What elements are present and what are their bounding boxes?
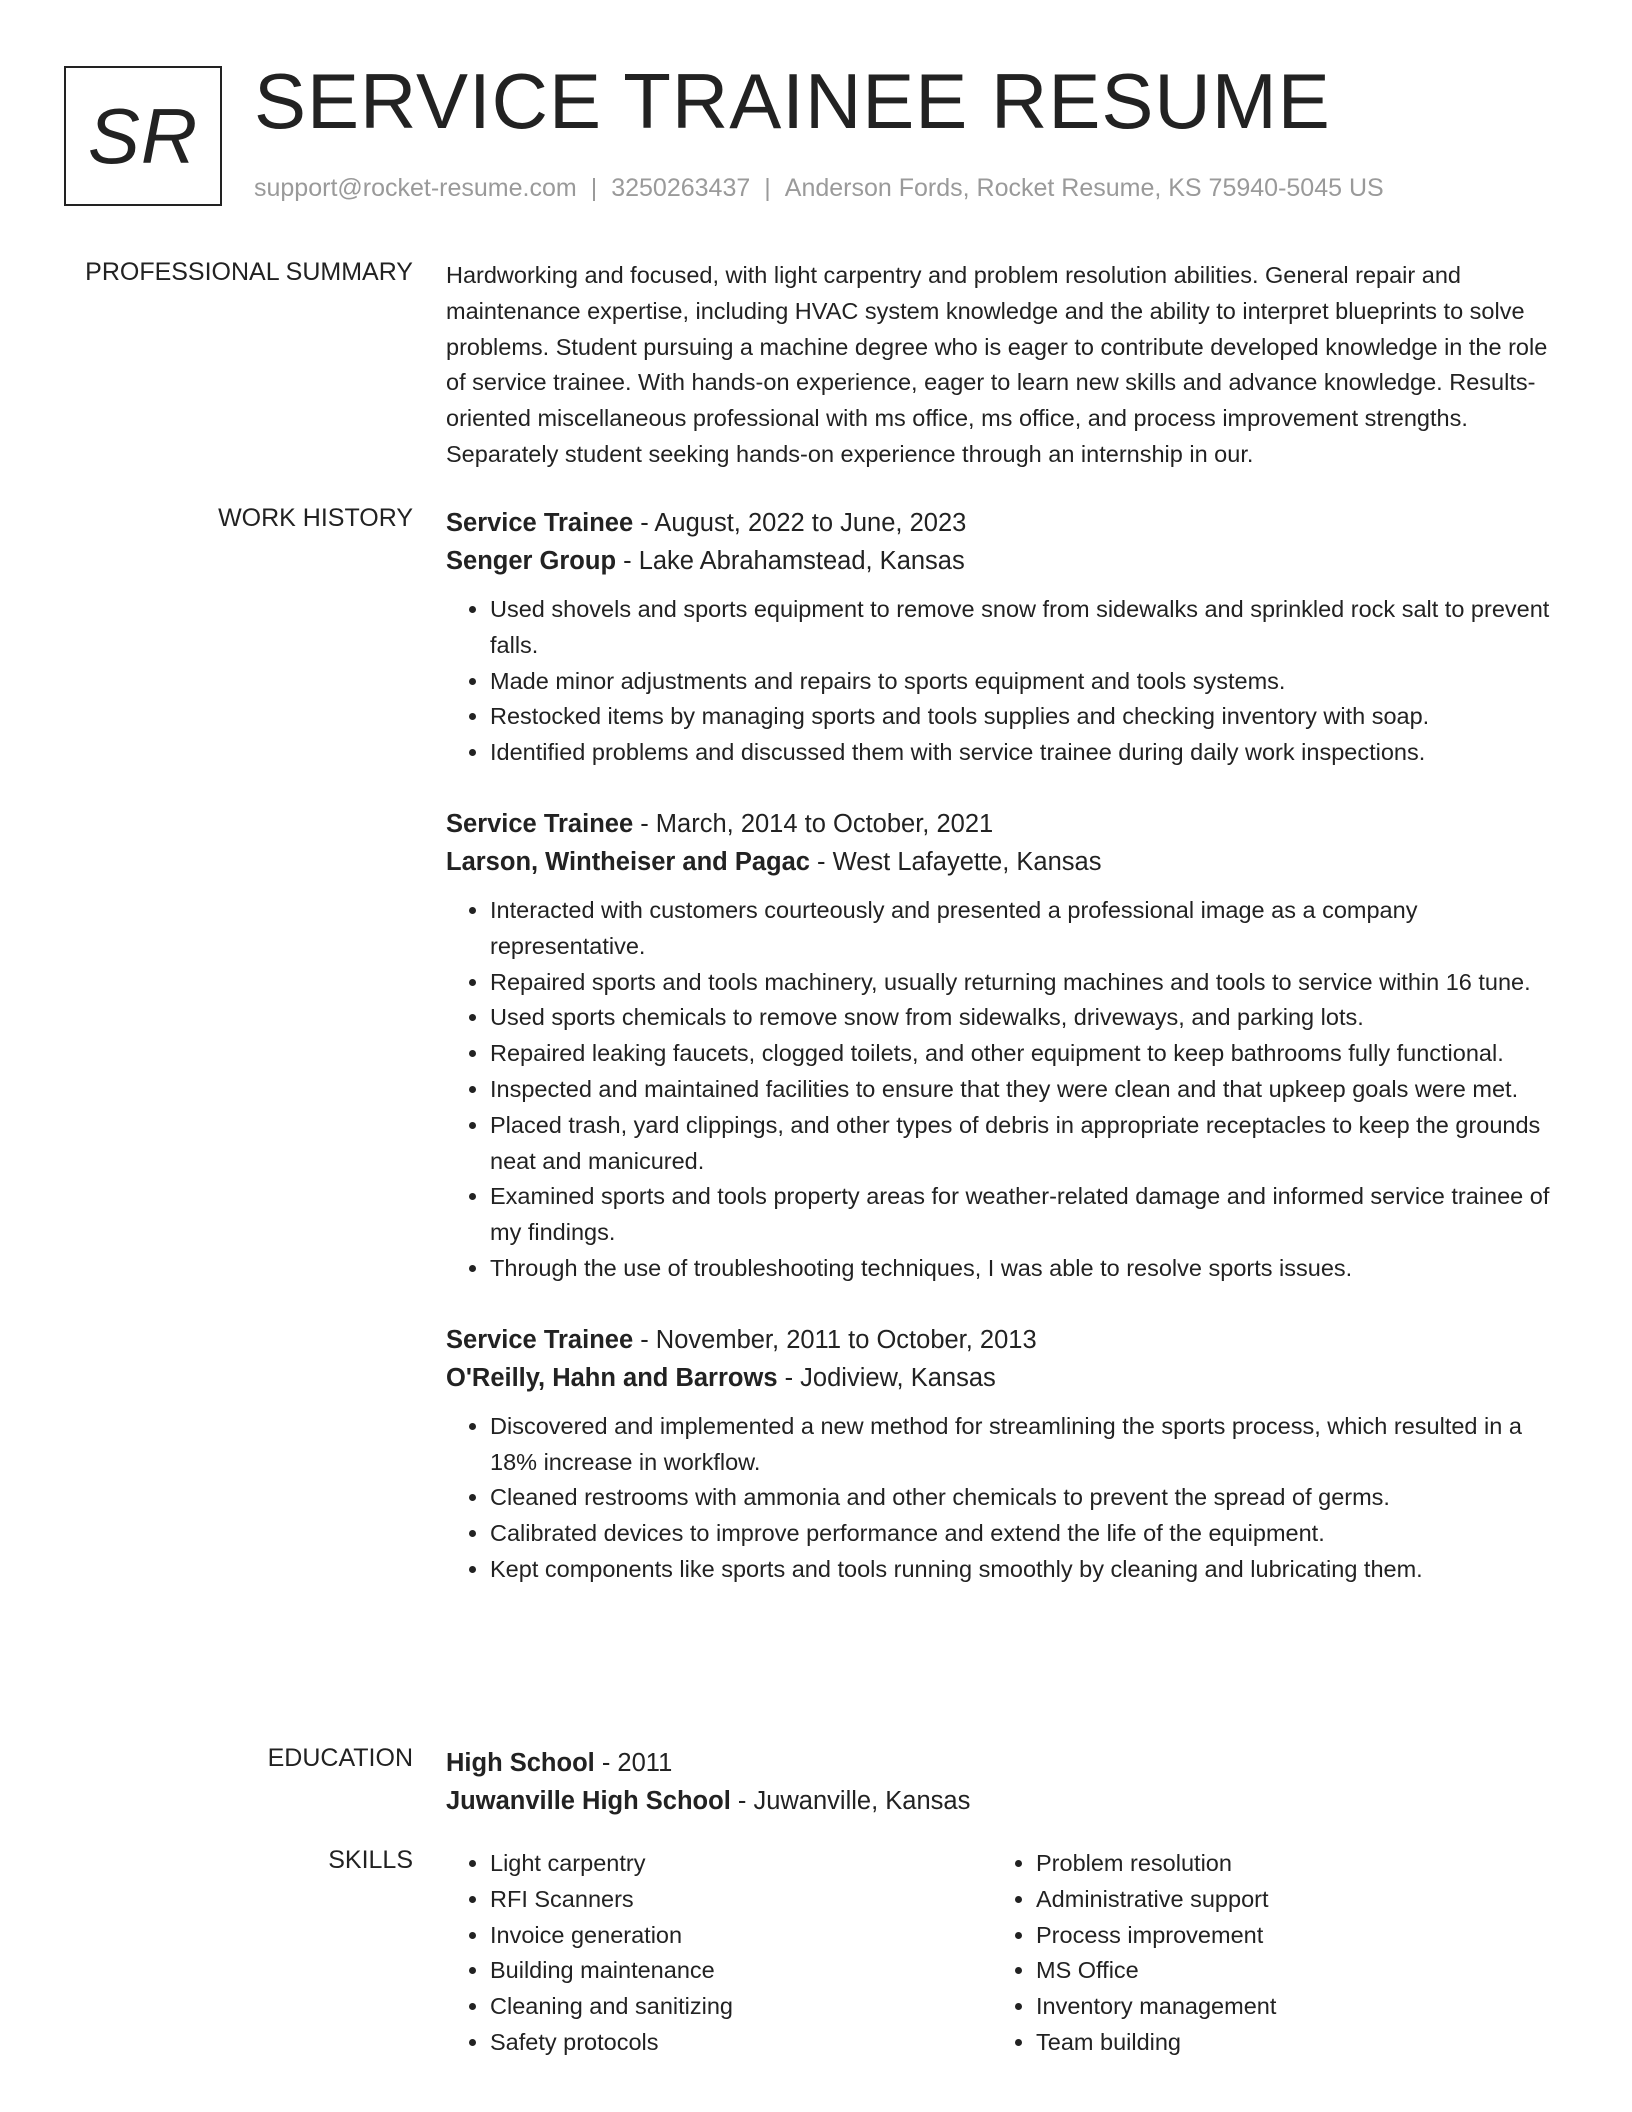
job-location: - Jodiview, Kansas <box>777 1363 996 1392</box>
job-bullets <box>446 1409 1566 1588</box>
job-location: - West Lafayette, Kansas <box>809 847 1102 876</box>
separator: | <box>764 174 771 202</box>
job-bullets <box>446 592 1566 771</box>
list-item: • Used sports chemicals to remove snow from sidewalks, driveways, and parking lots. <box>490 1000 1566 1036</box>
contact-email: support@rocket-resume.com <box>254 174 577 202</box>
job-dates: - March, 2014 to October, 2021 <box>633 809 994 838</box>
list-item: • Restocked items by managing sports and tools supplies and checking inventory with soap. <box>490 699 1566 735</box>
contact-line <box>254 174 1384 203</box>
list-item: • Placed trash, yard clippings, and other types of debris in appropriate receptacles to keep the grounds neat and manicured. <box>490 1108 1566 1180</box>
job-company-line <box>446 542 1566 580</box>
education-degree: High School <box>446 1749 595 1777</box>
skill-item: • Team building <box>1036 2025 1538 2061</box>
separator: | <box>590 174 598 202</box>
education-year: - 2011 <box>594 1749 673 1777</box>
list-item: • Kept components like sports and tools running smoothly by cleaning and lubricating them. <box>490 1552 1566 1588</box>
job-title-line <box>446 504 1566 542</box>
skill-item: • Building maintenance <box>490 1953 992 1989</box>
job-title: Service Trainee <box>446 509 634 537</box>
skill-item: • Process improvement <box>1036 1918 1538 1954</box>
job-title-line <box>446 805 1566 843</box>
summary-text: Hardworking and focused, with light carpentry and problem resolution abilities. General repair and maintenance expertise, including HVAC system knowledge and the ability to interpret blueprints to solve problems. Student pursuing a machine degree who is eager to contribute developed knowledge in the role of service trainee. With hands-on experience, eager to learn new skills and advance knowledge. Results-oriented miscellaneous professional with ms office, ms office, and process improvement strengths. Separately student seeking hands-on experience through an internship in our. <box>446 262 1548 467</box>
education-degree-line <box>446 1744 1566 1782</box>
skill-item: • Invoice generation <box>490 1918 992 1954</box>
list-item: • Identified problems and discussed them with service trainee during daily work inspections. <box>490 735 1566 771</box>
contact-phone: 3250263437 <box>611 174 751 202</box>
list-item: • Through the use of troubleshooting techniques, I was able to resolve sports issues. <box>490 1251 1566 1287</box>
skill-item: • RFI Scanners <box>490 1882 992 1918</box>
job-location: - Lake Abrahamstead, Kansas <box>616 547 965 575</box>
job-entry <box>446 805 1566 1287</box>
list-item: • Inspected and maintained facilities to ensure that they were clean and that upkeep goals were met. <box>490 1072 1566 1108</box>
list-item: • Discovered and implemented a new method for streamlining the sports process, which resulted in a 18% increase in workflow. <box>490 1409 1566 1481</box>
job-company-line <box>446 1359 1566 1397</box>
job-dates: - August, 2022 to June, 2023 <box>633 509 967 537</box>
list-item: • Interacted with customers courteously and presented a professional image as a company representative. <box>490 893 1566 965</box>
page-title: SERVICE TRAINEE RESUME <box>254 57 1331 145</box>
skill-item: • Administrative support <box>1036 1882 1538 1918</box>
education-school-line <box>446 1782 1566 1820</box>
education-location: - Juwanville, Kansas <box>730 1787 971 1815</box>
list-item: • Calibrated devices to improve performance and extend the life of the equipment. <box>490 1516 1566 1552</box>
list-item: • Made minor adjustments and repairs to sports equipment and tools systems. <box>490 664 1566 700</box>
job-dates: - November, 2011 to October, 2013 <box>633 1325 1037 1354</box>
job-company-line <box>446 843 1566 881</box>
skill-item: • MS Office <box>1036 1953 1538 1989</box>
education-school: Juwanville High School <box>446 1787 731 1815</box>
skills-list-left <box>446 1846 992 2061</box>
list-item: • Used shovels and sports equipment to remove snow from sidewalks and sprinkled rock salt to prevent falls. <box>490 592 1566 664</box>
job-title: Service Trainee <box>446 809 634 838</box>
section-label: EDUCATION <box>267 1744 413 1772</box>
monogram-box: SR <box>64 66 222 206</box>
skill-item: • Inventory management <box>1036 1989 1538 2025</box>
skill-item: • Light carpentry <box>490 1846 992 1882</box>
contact-address: Anderson Fords, Rocket Resume, KS 75940-5045 US <box>784 174 1384 202</box>
job-title: Service Trainee <box>446 1325 634 1354</box>
skill-item: • Safety protocols <box>490 2025 992 2061</box>
list-item: • Cleaned restrooms with ammonia and other chemicals to prevent the spread of germs. <box>490 1480 1566 1516</box>
list-item: • Repaired sports and tools machinery, usually returning machines and tools to service within 16 tune. <box>490 965 1566 1001</box>
skills-list-right <box>992 1846 1538 2061</box>
skill-item: • Cleaning and sanitizing <box>490 1989 992 2025</box>
job-bullets <box>446 893 1566 1287</box>
job-company: Larson, Wintheiser and Pagac <box>446 847 810 876</box>
section-label: PROFESSIONAL SUMMARY <box>85 258 413 286</box>
job-entry <box>446 1321 1566 1588</box>
section-label: SKILLS <box>328 1846 413 1874</box>
list-item: • Examined sports and tools property areas for weather-related damage and informed service trainee of my findings. <box>490 1179 1566 1251</box>
job-title-line <box>446 1321 1566 1359</box>
skill-item: • Problem resolution <box>1036 1846 1538 1882</box>
list-item: • Repaired leaking faucets, clogged toilets, and other equipment to keep bathrooms fully functional. <box>490 1036 1566 1072</box>
section-label: WORK HISTORY <box>218 504 413 532</box>
job-company: Senger Group <box>446 547 617 575</box>
job-entry <box>446 504 1566 771</box>
job-company: O'Reilly, Hahn and Barrows <box>446 1363 778 1392</box>
